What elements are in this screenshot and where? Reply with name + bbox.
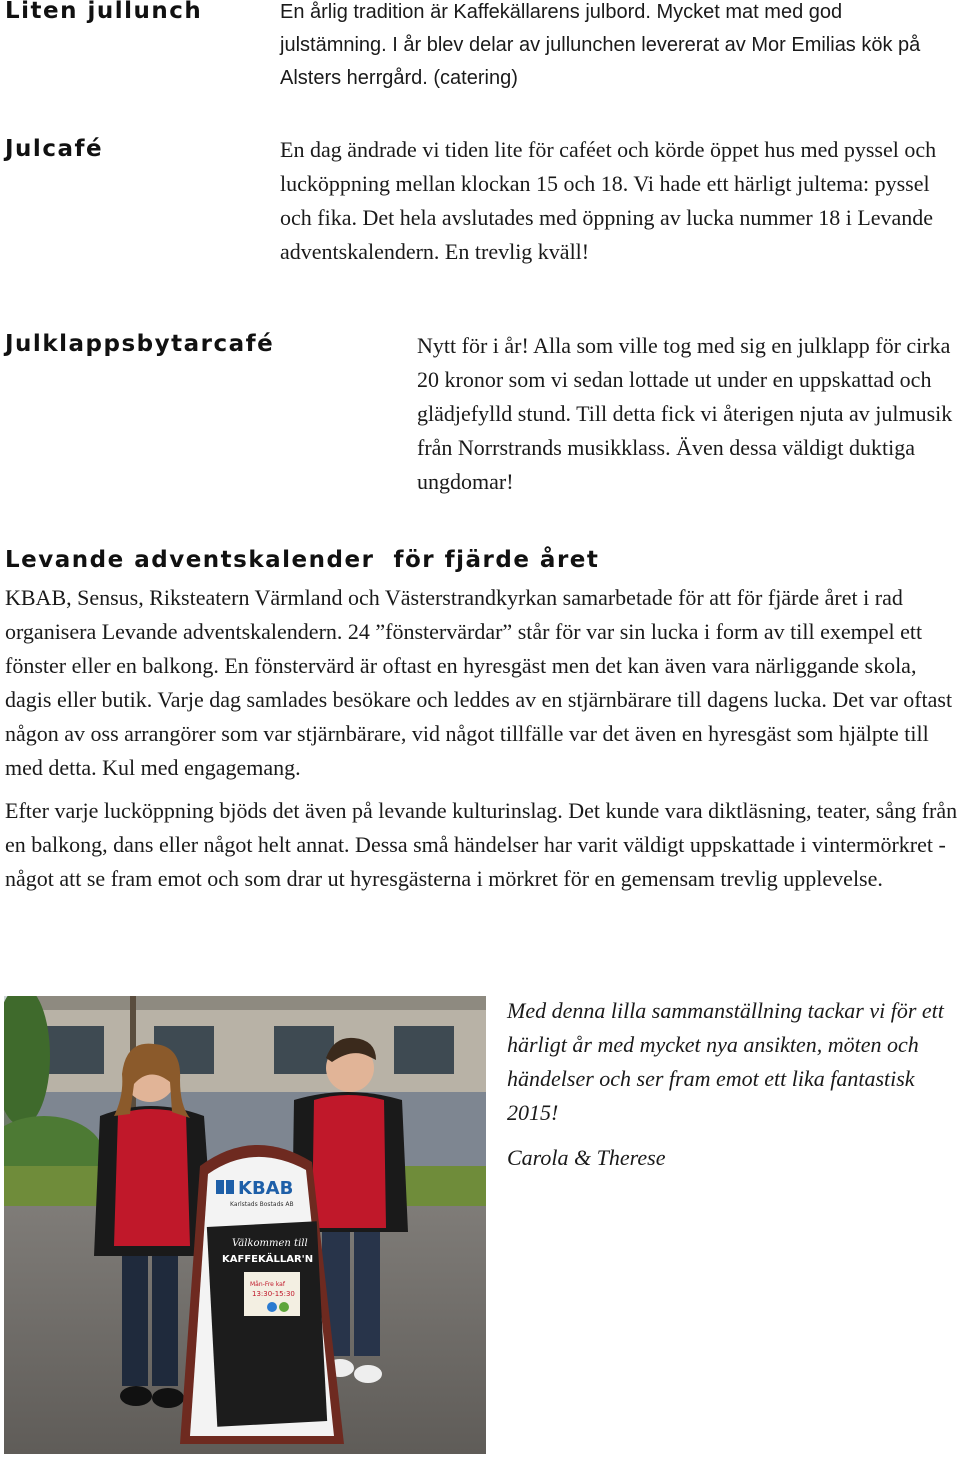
levande-paragraph-1: KBAB, Sensus, Riksteatern Värmland och Västerstrandkyrkan samarbetade för att för fjärde året i rad organisera Levande adventskalendern. 24 ”fönstervärdar” står för var sin lucka i form av till exempel ett fönster eller en balkong. En fönstervärd är oftast en hyresgäst men det kan även vara närliggande skola, dagis eller butik. Varje dag samlades besökare och leddes av en stjärnbärare till dagens lucka. Det var oftast någon av oss arrangörer som var stjärnbärare, vid något tillfälle var det även en hyresgäst som hjälpte till med detta. Kul med engagemang. [5,585,953,780]
section-heading-julcafe: Julcafé [5,136,104,162]
section-heading-levande-adventskalender: Levande adventskalender för fjärde året [5,547,600,573]
section-text-julcafe: En dag ändrade vi tiden lite för caféet och körde öppet hus med pyssel och lucköppning mellan klockan 15 och 18. Vi hade ett härligt jultema: pyssel och fika. Det hela avslutades med öppning av lucka nummer 18 i Levande adventskalendern. En trevlig kväll! [280,137,937,264]
photo-two-women-with-sign [4,996,486,1454]
sign-welcome-line1: Välkommen till [232,1238,308,1249]
photo-illustration [4,996,486,1454]
section-heading-julklappsbytarcafe: Julklappsbytarcafé [5,331,275,357]
sign-logo: KBAB [238,1178,294,1199]
sign-welcome-line2: KAFFEKÄLLAR'N [222,1254,314,1265]
sign-hours-line2: 13:30-15:30 [252,1290,295,1298]
closing-thanks-text: Med denna lilla sammanställning tackar vi för ett härligt år med mycket nya ansikten, möten och händelser och ser fram emot ett lika fantastisk 2015! [507,998,944,1125]
section-heading-liten-jullunch: Liten jullunch [5,0,203,24]
sign-logo-sub: Karlstads Bostads AB [230,1201,294,1208]
section-text-liten-jullunch: En årlig tradition är Kaffekällarens julbord. Mycket mat med god julstämning. I år blev delar av jullunchen levererat av Mor Emilias kök på Alsters herrgård. (catering) [280,1,921,89]
closing-signature: Carola & Therese [507,1145,666,1170]
section-text-julklappsbytarcafe: Nytt för i år! Alla som ville tog med sig en julklapp för cirka 20 kronor som vi sedan lottade ut under en uppskattad och glädjefylld stund. Till detta fick vi återigen njuta av julmusik från Norrstrands musikklass. Även dessa väldigt duktiga ungdomar! [417,333,953,494]
sign-hours-line1: Mån-Fre kaf [250,1281,285,1288]
levande-paragraph-2: Efter varje lucköppning bjöds det även på levande kulturinslag. Det kunde vara diktläsning, teater, sång från en balkong, dans eller något helt annat. Dessa små händelser har varit väldigt uppskattade i vintermörkret - något att se fram emot och som drar ut hyresgästerna i mörkret för en gemensam trevlig upplevelse. [5,798,958,891]
